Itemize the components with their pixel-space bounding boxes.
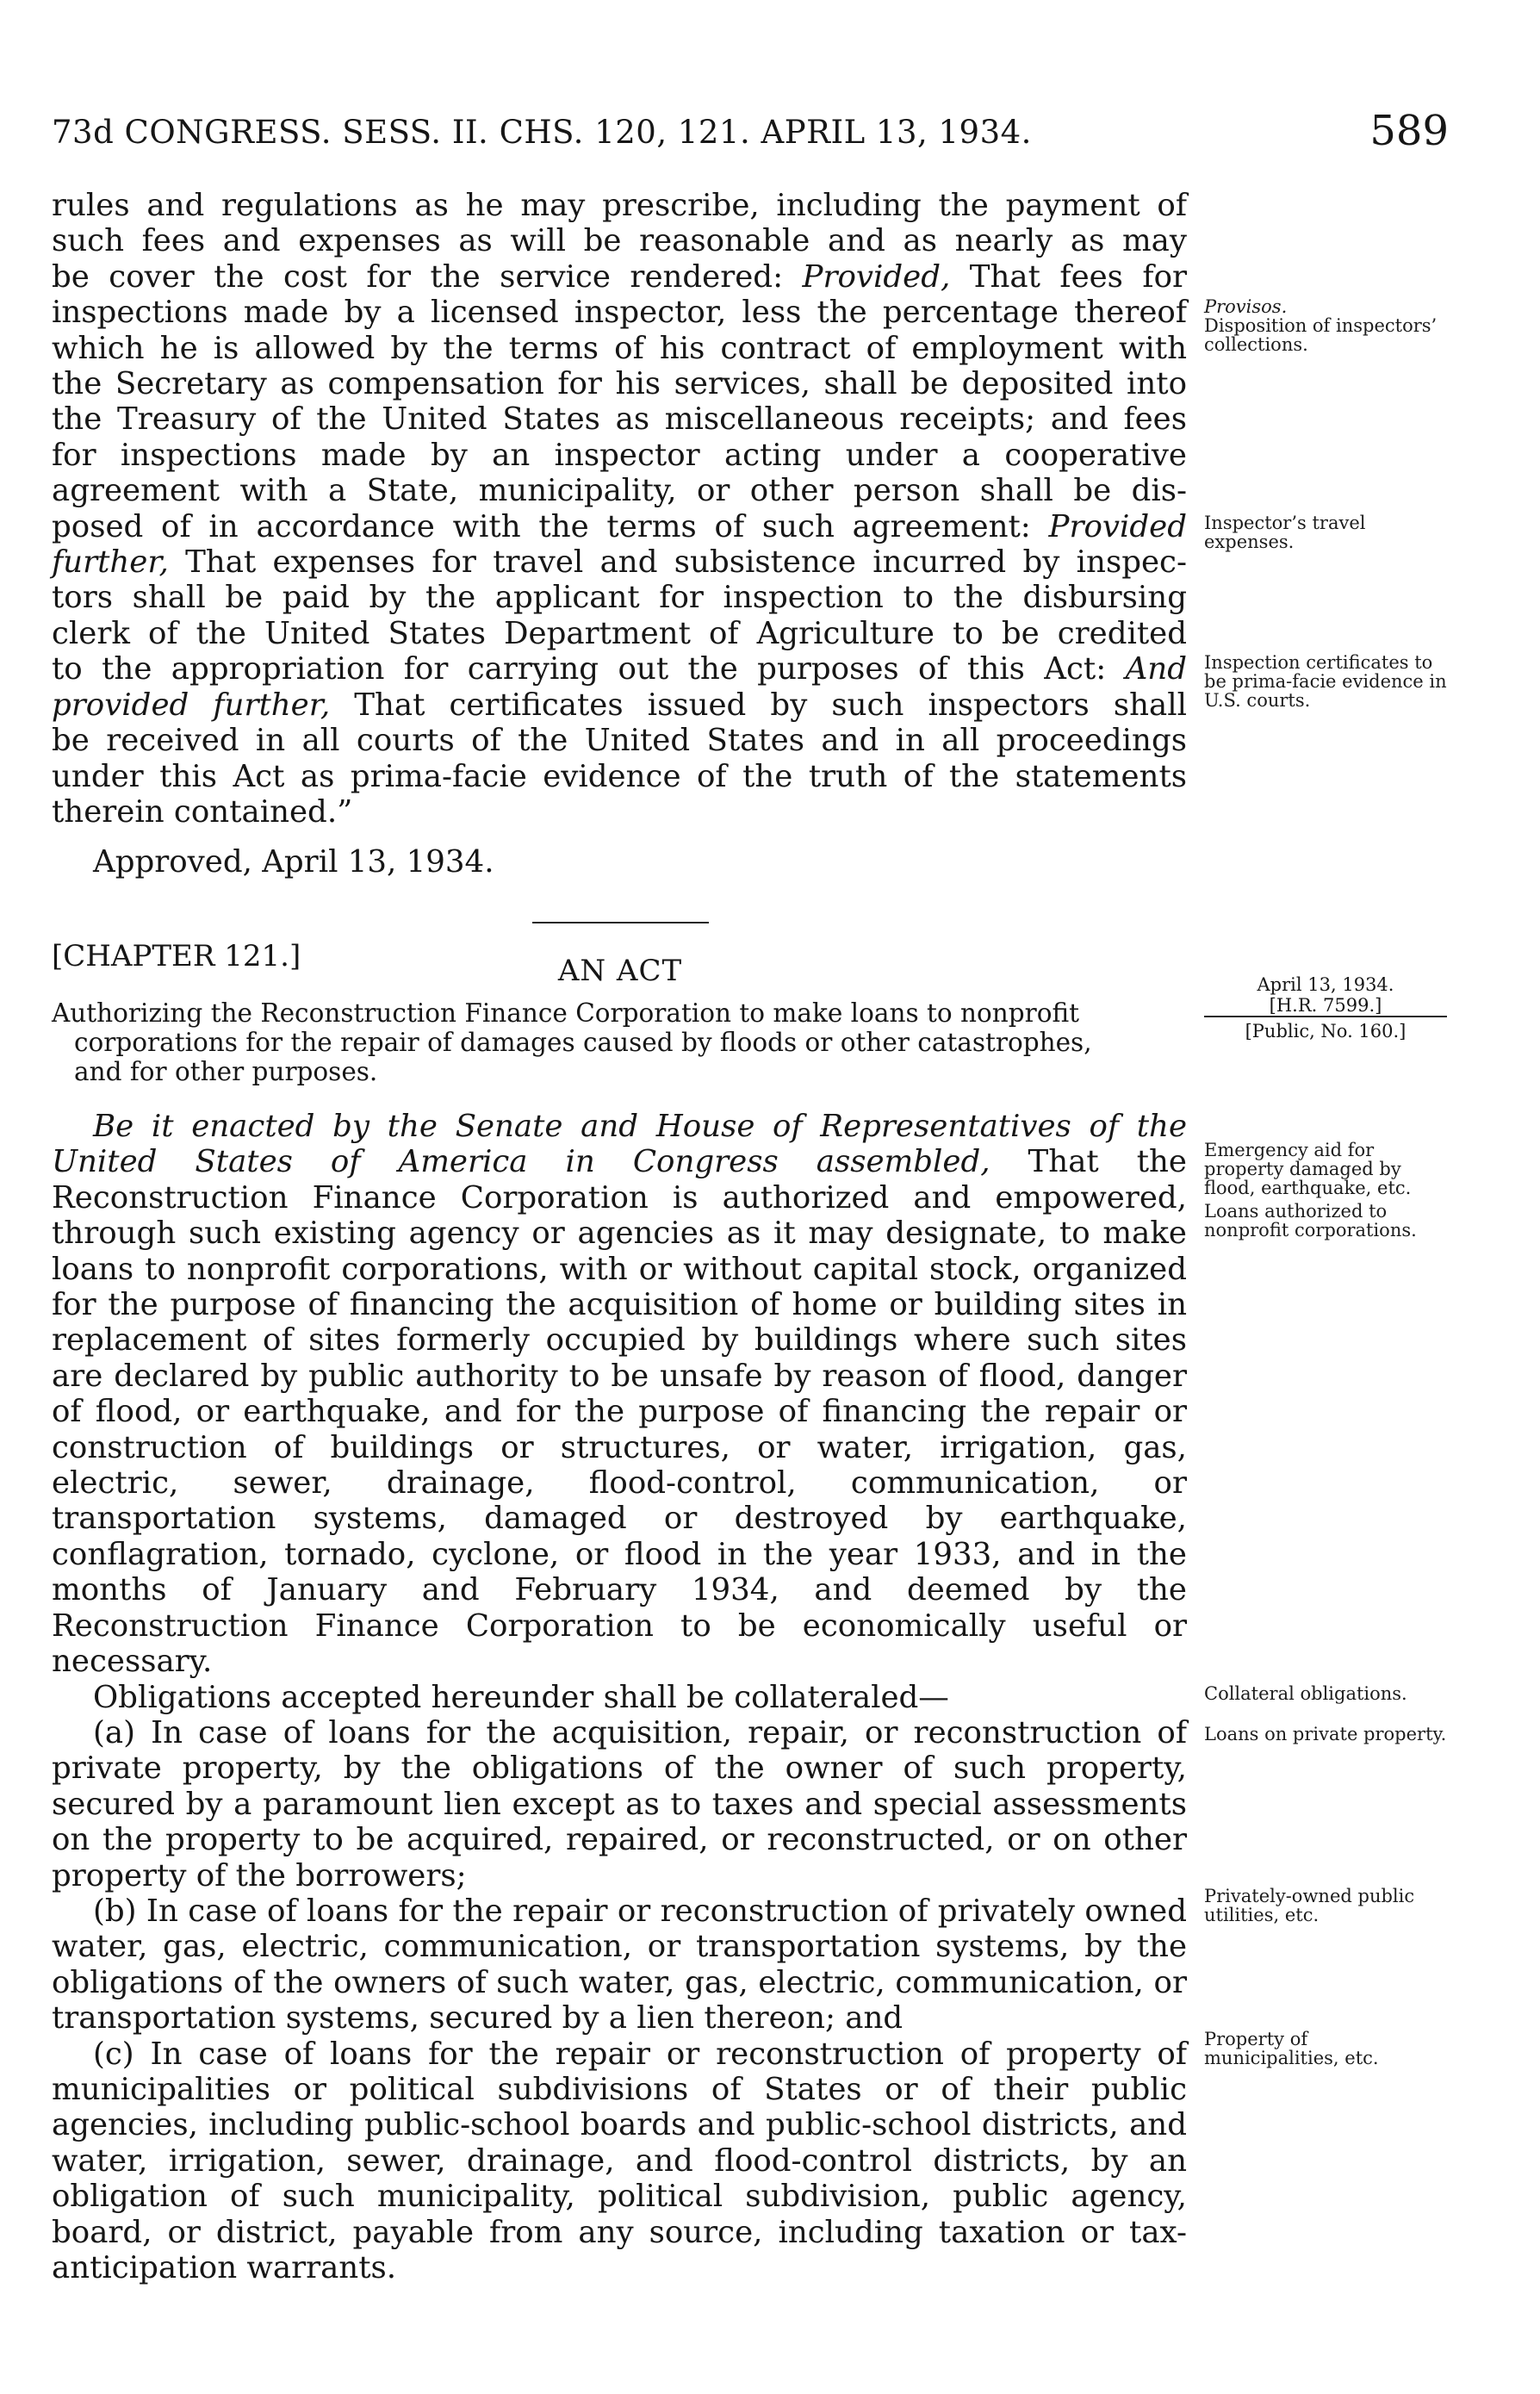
margin-note-public-law: [Public, No. 160.]: [1245, 1021, 1406, 1042]
margin-note-disposition: Disposition of inspectors’ collections.: [1204, 315, 1438, 355]
margin-rule: [1204, 1016, 1447, 1017]
margin-note-provisos: Provisos. Disposition of inspectors’ collections.: [1204, 297, 1447, 354]
margin-note-emergency: Emergency aid for property damaged by flood, earthquake, etc.: [1204, 1140, 1412, 1198]
act-heading: AN ACT: [557, 954, 683, 988]
text-line: be received in all courts of the United States and in all proceedings: [52, 723, 1187, 759]
act-title: [52, 998, 1190, 1086]
text-line: to the appropriation for carrying out the purposes of this Act: And provided further, That certificates issued by such inspectors shall: [52, 651, 1187, 723]
collateral-paragraph: Obligations accepted hereunder shall be collateraled—: [93, 1679, 949, 1715]
chapter-label: [CHAPTER 121.]: [52, 939, 301, 973]
enacting-body: That the Reconstruction Finance Corporation is authorized and empowered, through such existing agency or agencies as it may designate, to make loans to nonprofit corporations, with or without capital stock, organized for the purpose of financing the acquisition of home or building sites in replacement of sites formerly occupied by buildings where such sites are declared by public authority to be unsafe by reason of flood, danger of flood, or earthquake, and for the purpose of financing the repair or construction of buildings or structures, or water, irrigation, gas, electric, sewer, drainage, flood-control, communication, or transportation systems, damaged or destroyed by earthquake, conflagration, tornado, cyclone, or flood in the year 1933, and in the months of January and February 1934, and deemed by the Reconstruction Finance Corporation to be economically useful or necessary.: [52, 1144, 1187, 1680]
margin-note-utilities: Privately-owned public utilities, etc.: [1204, 1886, 1415, 1925]
margin-note-certificates: Inspection certificates to be prima-facie evidence in U.S. courts.: [1204, 652, 1447, 711]
chapter-121-body: [52, 1109, 1187, 2285]
running-head: 73d CONGRESS. SESS. II. CHS. 120, 121. APRIL 13, 1934.: [52, 114, 1032, 151]
text-line: the Treasury of the United States as miscellaneous receipts; and fees: [52, 401, 1187, 438]
text-line: inspections made by a licensed inspector, less the percentage thereof: [52, 295, 1187, 331]
margin-note-bill: [H.R. 7599.]: [1269, 995, 1382, 1016]
margin-note-municipalities: Property of municipalities, etc.: [1204, 2029, 1379, 2068]
margin-note-collateral: Collateral obligations.: [1204, 1683, 1407, 1704]
page-number: 589: [1369, 107, 1449, 155]
text-line: posed of in accordance with the terms of such agreement: Provided further, That expenses for travel and subsistence incurred by inspec-: [52, 508, 1187, 581]
item-a: (a) In case of loans for the acquisition, repair, or reconstruction of private property, by the obligations of the owner of such property, secured by a paramount lien except as to taxes and special assessments on the property to be acquired, repaired, or reconstructed, or on other property of the borrowers;: [52, 1714, 1187, 1893]
item-c: (c) In case of loans for the repair or reconstruction of property of municipalities or political subdivisions of States or of their public agencies, including public-school boards and public-school districts, and water, irrigation, sewer, drainage, and flood-control districts, by an obligation of such municipality, political subdivision, public agency, board, or district, payable from any source, including taxation or tax-anticipation warrants.: [52, 2036, 1187, 2285]
text-line: under this Act as prima-facie evidence of the truth of the statements: [52, 758, 1187, 794]
text-line: tors shall be paid by the applicant for inspection to the disbursing: [52, 580, 1187, 616]
approval-line: Approved, April 13, 1934.: [93, 844, 494, 880]
enacting-paragraph: [52, 1109, 1187, 1680]
margin-note-loans-authorized: Loans authorized to nonprofit corporations.: [1204, 1201, 1417, 1241]
margin-note-travel: Inspector’s travel expenses.: [1204, 513, 1366, 552]
margin-note-private-property: Loans on private property.: [1204, 1724, 1447, 1744]
page-header: [52, 107, 1449, 165]
item-b: (b) In case of loans for the repair or reconstruction of privately owned water, gas, electric, communication, or transportation systems, by the obligations of the owners of such water, gas, electric, communication, or transportation systems, secured by a lien thereon; and: [52, 1893, 1187, 2036]
text-line: rules and regulations as he may prescribe, including the payment of: [52, 188, 1187, 223]
text-line: for inspections made by an inspector acting under a cooperative: [52, 437, 1187, 473]
title-line: Authorizing the Reconstruction Finance Corporation to make loans to nonprofit: [52, 998, 1080, 1028]
chapter-120-continuation: [52, 188, 1187, 830]
title-line: and for other purposes.: [74, 1057, 378, 1086]
text-line: therein contained.”: [52, 793, 353, 830]
text-line: clerk of the United States Department of Agriculture to be credited: [52, 615, 1187, 651]
enacting-clause: Be it enacted by the Senate and House of Representatives of the United States of America in Congress assembled,: [52, 1109, 1187, 1180]
text-line: the Secretary as compensation for his services, shall be deposited into: [52, 366, 1187, 402]
text-line: such fees and expenses as will be reasonable and as nearly as may: [52, 223, 1187, 259]
text-line: be cover the cost for the service rendered: Provided, That fees for: [52, 258, 1188, 295]
text-line: agreement with a State, municipality, or other person shall be dis-: [52, 473, 1187, 509]
text-line: which he is allowed by the terms of his contract of employment with: [52, 330, 1187, 366]
margin-note-date: April 13, 1934.: [1257, 974, 1394, 995]
title-line: corporations for the repair of damages caused by floods or other catastrophes,: [74, 1028, 1092, 1057]
section-divider: [532, 922, 709, 923]
